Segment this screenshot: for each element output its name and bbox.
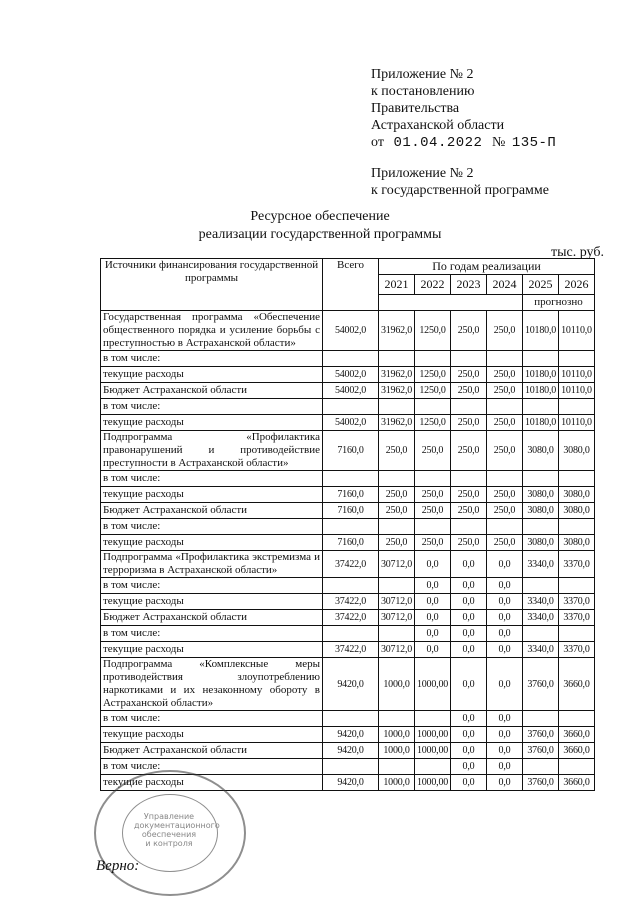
cell-y2025: 3080,0 [523,535,559,551]
total-header: Всего [323,259,379,311]
cell-y2026 [559,711,595,727]
cell-y2021: 1000,0 [379,658,415,711]
cell-y2023: 0,0 [451,775,487,791]
cell-y2023: 250,0 [451,415,487,431]
cell-y2024: 0,0 [487,626,523,642]
cell-y2024: 250,0 [487,535,523,551]
cell-y2023: 250,0 [451,311,487,351]
row-label: текущие расходы [101,415,323,431]
table-row [101,594,595,610]
cell-y2025: 3760,0 [523,775,559,791]
cell-y2026: 3370,0 [559,610,595,626]
units-label: тыс. руб. [551,245,604,260]
table-row [101,642,595,658]
seal-text-line: документационного [134,821,220,830]
cell-y2026: 3080,0 [559,535,595,551]
row-label: Подпрограмма «Профилактика правонарушений и противодействие преступности в Астраханской области» [101,431,323,471]
cell-y2026 [559,399,595,415]
cell-y2023: 0,0 [451,743,487,759]
cell-y2021 [379,399,415,415]
cell-y2023: 0,0 [451,551,487,578]
row-label: текущие расходы [101,535,323,551]
cell-y2022: 1000,00 [415,743,451,759]
cell-y2025: 3340,0 [523,551,559,578]
cell-total: 7160,0 [323,503,379,519]
row-label: текущие расходы [101,642,323,658]
cell-y2022: 250,0 [415,503,451,519]
cell-total [323,759,379,775]
row-label: текущие расходы [101,487,323,503]
cell-total: 7160,0 [323,431,379,471]
cell-y2024 [487,519,523,535]
cell-y2022: 1000,00 [415,727,451,743]
row-label: текущие расходы [101,367,323,383]
cell-y2022: 0,0 [415,578,451,594]
cell-y2021 [379,351,415,367]
table-row [101,503,595,519]
table-row [101,535,595,551]
table-row [101,351,595,367]
cell-y2025: 10180,0 [523,415,559,431]
row-label: текущие расходы [101,727,323,743]
cell-y2023 [451,399,487,415]
cell-total [323,399,379,415]
seal-text-line: обеспечения [141,830,197,839]
cell-total [323,351,379,367]
header-block [371,66,556,152]
cell-y2023 [451,519,487,535]
cell-y2025: 10180,0 [523,311,559,351]
row-label: Подпрограмма «Профилактика экстремизма и терроризма в Астраханской области» [101,551,323,578]
cell-y2022: 1250,0 [415,415,451,431]
row-label: в том числе: [101,626,323,642]
cell-y2024: 0,0 [487,658,523,711]
cell-y2022: 0,0 [415,551,451,578]
cell-y2021: 31962,0 [379,367,415,383]
cell-y2026: 3370,0 [559,594,595,610]
cell-y2024: 250,0 [487,431,523,471]
header-date-line [371,134,556,152]
appendix-subtitle: к государственной программе [371,183,549,198]
cell-y2023: 250,0 [451,535,487,551]
cell-y2023 [451,471,487,487]
cell-y2025 [523,578,559,594]
table-row [101,471,595,487]
cell-y2021: 31962,0 [379,311,415,351]
cell-y2025: 10180,0 [523,367,559,383]
cell-y2021 [379,519,415,535]
table-row [101,610,595,626]
row-label: Бюджет Астраханской области [101,610,323,626]
cell-y2026: 3660,0 [559,775,595,791]
cell-y2023: 0,0 [451,658,487,711]
cell-y2024: 0,0 [487,642,523,658]
cell-y2025: 3760,0 [523,658,559,711]
number-prefix: № [491,135,506,150]
cell-total: 54002,0 [323,367,379,383]
header-line: к постановлению [371,84,475,99]
cell-y2026: 3080,0 [559,487,595,503]
appendix-block [371,165,549,199]
row-label: Бюджет Астраханской области [101,503,323,519]
cell-y2025: 3080,0 [523,487,559,503]
cell-y2022 [415,519,451,535]
row-label: текущие расходы [101,775,323,791]
cell-y2025: 10180,0 [523,383,559,399]
cell-y2022: 0,0 [415,642,451,658]
cell-y2026: 3660,0 [559,727,595,743]
table-row [101,626,595,642]
resource-table [100,258,595,791]
cell-y2021: 250,0 [379,431,415,471]
cell-y2024: 0,0 [487,743,523,759]
cell-y2023: 0,0 [451,759,487,775]
cell-total [323,471,379,487]
doc-title-line2: реализации государственной программы [198,227,442,242]
cell-y2025 [523,759,559,775]
cell-total: 37422,0 [323,594,379,610]
cell-y2021: 250,0 [379,487,415,503]
cell-y2024 [487,399,523,415]
doc-title-line1: Ресурсное обеспечение [250,209,390,224]
cell-y2022: 1250,0 [415,383,451,399]
source-header: Источники финансирования государственной программы [101,259,323,311]
cell-y2026 [559,759,595,775]
row-label: Бюджет Астраханской области [101,383,323,399]
table-row [101,487,595,503]
cell-y2025 [523,626,559,642]
table-row [101,415,595,431]
cell-y2022: 1000,00 [415,775,451,791]
table-row [101,367,595,383]
cell-y2023: 0,0 [451,610,487,626]
cell-y2024: 250,0 [487,383,523,399]
cell-y2022 [415,351,451,367]
cell-y2023 [451,351,487,367]
header-line: Приложение № 2 [371,67,474,82]
year-cell: 2026 [559,275,595,295]
cell-y2023: 0,0 [451,578,487,594]
cell-y2025: 3340,0 [523,594,559,610]
cell-total: 9420,0 [323,743,379,759]
row-label: в том числе: [101,471,323,487]
cell-y2021 [379,626,415,642]
table-body [101,259,595,791]
cell-y2023: 0,0 [451,711,487,727]
cell-total: 9420,0 [323,775,379,791]
cell-y2021 [379,471,415,487]
table-row [101,399,595,415]
cell-y2026 [559,519,595,535]
year-cell: 2025 [523,275,559,295]
cell-y2023: 250,0 [451,487,487,503]
cell-y2026: 3660,0 [559,658,595,711]
number-stamp: 135-П [511,135,557,151]
row-label: в том числе: [101,399,323,415]
header-line: Правительства [371,101,460,116]
cell-y2021: 1000,0 [379,727,415,743]
cell-y2022: 1250,0 [415,367,451,383]
cell-y2023: 0,0 [451,642,487,658]
cell-y2026: 10110,0 [559,383,595,399]
cell-total: 54002,0 [323,383,379,399]
cell-y2023: 250,0 [451,503,487,519]
cell-total: 54002,0 [323,311,379,351]
date-prefix: от [371,135,384,150]
cell-y2025: 3340,0 [523,610,559,626]
cell-y2022 [415,399,451,415]
cell-y2024: 250,0 [487,503,523,519]
cell-total: 7160,0 [323,535,379,551]
cell-y2025 [523,399,559,415]
table-header-row [101,259,595,275]
row-label: Бюджет Астраханской области [101,743,323,759]
table-row [101,551,595,578]
cell-y2023: 250,0 [451,367,487,383]
cell-y2021 [379,759,415,775]
cell-y2025: 3080,0 [523,503,559,519]
cell-y2026: 3370,0 [559,551,595,578]
cell-y2021: 31962,0 [379,383,415,399]
cell-y2025 [523,519,559,535]
row-label: Подпрограмма «Комплексные меры противодействия злоупотреблению наркотиками и их незаконному обороту в Астраханской области» [101,658,323,711]
table-row [101,743,595,759]
row-label: в том числе: [101,519,323,535]
cell-y2023: 0,0 [451,727,487,743]
table-row [101,431,595,471]
cell-y2022 [415,471,451,487]
cell-y2024: 250,0 [487,367,523,383]
cell-y2023: 250,0 [451,431,487,471]
seal-text [134,812,220,848]
cell-y2026: 3660,0 [559,743,595,759]
cell-y2021: 1000,0 [379,775,415,791]
cell-y2026: 3080,0 [559,431,595,471]
cell-total [323,519,379,535]
cell-total: 37422,0 [323,642,379,658]
year-cell: 2022 [415,275,451,295]
year-cell: 2024 [487,275,523,295]
cell-y2025 [523,471,559,487]
cell-y2021: 250,0 [379,535,415,551]
cell-total [323,711,379,727]
cell-y2024: 250,0 [487,311,523,351]
cell-y2026: 3080,0 [559,503,595,519]
cell-y2025 [523,711,559,727]
seal-text-line: Управление [143,812,195,821]
table-row [101,727,595,743]
cell-y2022: 1250,0 [415,311,451,351]
cell-total: 7160,0 [323,487,379,503]
cell-y2024: 0,0 [487,551,523,578]
cell-y2024: 0,0 [487,711,523,727]
year-cell: 2021 [379,275,415,295]
cell-y2026: 10110,0 [559,367,595,383]
forecast-spacer [379,295,523,311]
cell-y2026 [559,626,595,642]
cell-y2026 [559,351,595,367]
cell-y2024 [487,471,523,487]
year-cell: 2023 [451,275,487,295]
cell-y2025: 3340,0 [523,642,559,658]
appendix-title: Приложение № 2 [371,166,474,181]
cell-y2025 [523,351,559,367]
cell-y2024: 0,0 [487,775,523,791]
cell-y2024: 0,0 [487,610,523,626]
cell-y2023: 0,0 [451,626,487,642]
cell-y2022: 0,0 [415,626,451,642]
cell-y2026 [559,578,595,594]
row-label: в том числе: [101,711,323,727]
cell-y2024: 0,0 [487,594,523,610]
cell-y2025: 3760,0 [523,743,559,759]
cell-total [323,578,379,594]
cell-y2024: 0,0 [487,578,523,594]
cell-y2021: 30712,0 [379,594,415,610]
cell-total [323,626,379,642]
row-label: в том числе: [101,578,323,594]
cell-y2022: 250,0 [415,431,451,471]
table-row [101,578,595,594]
header-line: Астраханской области [371,118,505,133]
row-label: текущие расходы [101,594,323,610]
table-row [101,658,595,711]
date-stamp: 01.04.2022 [393,135,483,151]
table-row [101,311,595,351]
cell-total: 54002,0 [323,415,379,431]
cell-total: 37422,0 [323,610,379,626]
cell-y2023: 0,0 [451,594,487,610]
cell-y2025: 3080,0 [523,431,559,471]
cell-y2025: 3760,0 [523,727,559,743]
table-row [101,711,595,727]
cell-y2022: 1000,00 [415,658,451,711]
row-label: в том числе: [101,351,323,367]
cell-y2021 [379,578,415,594]
cell-y2026: 10110,0 [559,415,595,431]
cell-total: 9420,0 [323,727,379,743]
cell-y2021: 31962,0 [379,415,415,431]
cell-y2022 [415,711,451,727]
row-label: в том числе: [101,759,323,775]
cell-y2026: 3370,0 [559,642,595,658]
cell-y2021: 30712,0 [379,551,415,578]
cell-y2022: 250,0 [415,535,451,551]
cell-y2021: 1000,0 [379,743,415,759]
cell-total: 9420,0 [323,658,379,711]
table-row [101,775,595,791]
table-row [101,383,595,399]
cell-y2022: 0,0 [415,594,451,610]
cell-y2026 [559,471,595,487]
years-header: По годам реализации [379,259,595,275]
cell-y2024: 250,0 [487,487,523,503]
cell-y2022: 0,0 [415,610,451,626]
cell-y2022 [415,759,451,775]
cell-y2026: 10110,0 [559,311,595,351]
cell-y2024: 0,0 [487,727,523,743]
cell-y2023: 250,0 [451,383,487,399]
cell-y2021: 250,0 [379,503,415,519]
cell-total: 37422,0 [323,551,379,578]
cell-y2021: 30712,0 [379,642,415,658]
cell-y2021: 30712,0 [379,610,415,626]
footer-verno: Верно: [96,858,140,874]
table-row [101,759,595,775]
table-row [101,519,595,535]
cell-y2022: 250,0 [415,487,451,503]
seal-text-line: и контроля [145,839,193,848]
row-label: Государственная программа «Обеспечение общественного порядка и усиление борьбы с преступностью в Астраханской области» [101,311,323,351]
cell-y2024: 0,0 [487,759,523,775]
forecast-label: прогнозно [523,295,595,311]
cell-y2024 [487,351,523,367]
cell-y2021 [379,711,415,727]
cell-y2024: 250,0 [487,415,523,431]
